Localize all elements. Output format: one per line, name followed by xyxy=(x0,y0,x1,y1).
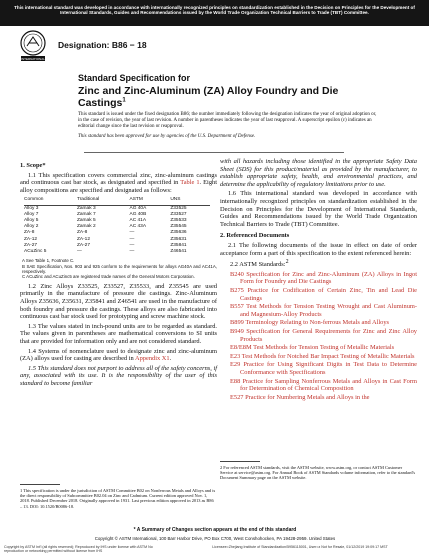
reference-item[interactable] xyxy=(230,344,417,352)
table-cell: Alloy 5 xyxy=(24,217,39,223)
reference-title[interactable]: Terminology Relating to Non-ferrous Metals and Alloys xyxy=(245,319,390,327)
standard-note-2: This standard has been approved for use by agencies of the U.S. Department of Defense. xyxy=(78,133,256,139)
table-cell: AC 43A xyxy=(129,224,147,230)
col-uns: UNS xyxy=(170,197,210,205)
table-cell: — xyxy=(129,236,135,242)
reference-title[interactable]: Practice for Codification of Certain Zinc, Tin and Lead Die Castings xyxy=(240,287,417,302)
table-cell: — xyxy=(129,249,135,254)
reference-item[interactable] xyxy=(230,271,417,286)
table-cell: Alloy 3 xyxy=(24,205,39,211)
reference-title[interactable]: Test Methods for Tension Testing Wrought and Cast Aluminum- and Magnesium-Alloy Products xyxy=(240,303,417,318)
table-cell: Zamak 5 xyxy=(76,217,96,223)
reference-code[interactable]: B275 xyxy=(230,287,244,295)
table-cell: Z46541 xyxy=(170,249,187,254)
table-cell: Zamak 7 xyxy=(76,211,96,217)
para-2-1: 2.1 The following documents of the issue in effect on date of order acceptance form a part of this specification to the extent referenced herein: xyxy=(220,241,417,257)
reference-title[interactable]: Practice for Numbering Metals and Alloys in the xyxy=(245,393,370,401)
reference-item[interactable] xyxy=(230,328,417,343)
table-cell: Z35533 xyxy=(170,217,187,223)
para-1-5-cont: with all hazards including those identified in the appropriate Safety Data Sheet (SDS) for this product/material as provided by the manufacturer, to establish appropriate safety, health, and environmental practices, and determine the applicability of regulatory limitations prior to use. xyxy=(220,158,417,188)
astm-standards-subheading-text: 2.2 ASTM Standards: xyxy=(230,261,286,269)
table-cell: — xyxy=(76,249,82,254)
reference-item[interactable] xyxy=(230,378,417,393)
document-title xyxy=(78,73,378,109)
title-line-3 xyxy=(78,97,378,109)
reference-title[interactable]: Test Methods for Tension Testing of Metallic Materials xyxy=(253,344,395,352)
title-line-1: Standard Specification for xyxy=(78,73,191,83)
license-right: Licensee=Zhejiang Institute of Standardization/5956115001, User=z Not for Resale, 01/12/2019 19:09:17 MST xyxy=(212,545,388,549)
table-cell: Z33527 xyxy=(170,211,187,217)
reference-title[interactable]: Specification for General Requirements for Zinc and Zinc Alloy Products xyxy=(240,328,417,343)
para-1-4 xyxy=(20,348,217,363)
para-1-4-a: 1.4 Systems of nomenclature used to designate zinc and zinc-aluminum (ZA) alloys used for casting are described in xyxy=(20,347,217,363)
para-1-5: 1.5 This standard does not purport to address all of the safety concerns, if any, associated with its use. It is the responsibility of the user of this standard to become familiar xyxy=(20,364,217,387)
reference-code[interactable]: E527 xyxy=(230,393,244,401)
reference-title[interactable]: Practice for Sampling Nonferrous Metals and Alloys in Cast Form for Determination of Chemical Composition xyxy=(240,377,417,393)
para-1-1 xyxy=(20,172,217,195)
reference-item[interactable] xyxy=(230,303,417,318)
table-cell: Zamak 3 xyxy=(76,205,96,211)
table-cell: ZA-12 xyxy=(76,236,91,242)
table-cell: Z35545 xyxy=(170,224,187,230)
reference-code[interactable]: B899 xyxy=(230,319,244,327)
para-1-6: 1.6 This international standard was developed in accordance with internationally recognized principles on standardization established in the Decision on Principles for the Development of International Standards, Guides and Recommendations issued by the World Trade Organization Technical Barriers to Trade (TBT) Committee. xyxy=(220,190,417,228)
table-cell: Z35636 xyxy=(170,230,187,236)
astm-logo-icon xyxy=(18,30,48,62)
appendix-x1-link[interactable]: Appendix X1 xyxy=(135,355,170,363)
table-note: B SAE Specification, Nos. 903 and 925 conform to the requirements for alloys AG40A and AC41A, respectively. xyxy=(22,263,217,275)
table-cell: Alloy 7 xyxy=(24,211,39,217)
reference-item[interactable] xyxy=(230,319,417,327)
table-cell: ACuZinc 5 xyxy=(24,249,47,254)
reference-title[interactable]: Practice for Using Significant Digits in Test Data to Determine Conformance with Specifications xyxy=(240,361,417,376)
referenced-documents-heading: 2. Referenced Documents xyxy=(220,232,290,240)
table-notes xyxy=(22,258,217,280)
footnote-1: 1 This specification is under the jurisdiction of ASTM Committee B02 on Nonferrous Metals and Alloys and is the direct responsibility of Subcommittee B02.04 on Zinc and Cadmium. Current edition approved Nov. 1, 2018. Published December 2018. Originally approved in 1931. Last previous edition approved in 2013 as B86 – 13. DOI: 10.1520/B0086-18. xyxy=(20,488,216,509)
para-1-2: 1.2 Zinc Alloys Z33525, Z33527, Z35533, and Z35545 are used primarily in the manufacture of pressure die castings. Zinc-Aluminum Alloys Z35636, Z35631, Z35841 and Z46541 are used in the manufacture of both foundry and pressure die castings. These alloys are also fabricated into continuous cast bar stock used for prototyping and screw machine stock. xyxy=(20,282,217,321)
left-column xyxy=(20,158,217,390)
header-divider xyxy=(84,152,344,153)
footnote-2: 2 For referenced ASTM standards, visit the ASTM website, www.astm.org, or contact ASTM Customer Service at service@astm.org. For Annual Book of ASTM Standards volume information, refer to the standard's Document Summary page on the ASTM website. xyxy=(220,465,416,481)
table-cell: ZA-27 xyxy=(76,242,91,248)
table-1-link[interactable]: Table 1 xyxy=(180,179,200,187)
table-cell: Zamak 2 xyxy=(76,224,96,230)
table-cell: AG 40A xyxy=(129,205,147,211)
alloy-table xyxy=(24,197,210,255)
table-note: A See Table 1, Footnote C. xyxy=(22,258,75,264)
table-row xyxy=(24,249,210,255)
table-cell: Z35631 xyxy=(170,236,187,242)
table-cell: ZA-8 xyxy=(76,230,88,236)
banner-text: This international standard was developed in accordance with internationally recognized principles on standardization established in the Decision on Principles for the Development of International Standards, Guides and Recommendations issued by the World Trade Organization Technical Barriers to Trade (TBT) Committee. xyxy=(14,5,415,16)
svg-text:INTERNATIONAL: INTERNATIONAL xyxy=(21,57,45,61)
table-row xyxy=(24,205,210,212)
scope-heading: 1. Scope* xyxy=(20,162,46,169)
col-common: Common xyxy=(24,197,77,205)
standard-note-1: This standard is issued under the fixed designation B86; the number immediately following the designation indicates the year of original adoption or, in the case of revision, the year of last revision. A number in parentheses indicates the year of last reapproval. A superscript epsilon (ε) indicates an editorial change since the last revision or reapproval. xyxy=(78,112,377,130)
license-left: Copyright by ASTM Int'l (all rights reserved); Reproduced by IHS under license with ASTM No reproduction or networking permitted without license from IHS xyxy=(4,545,153,554)
reference-item[interactable] xyxy=(230,394,417,402)
table-cell: — xyxy=(129,230,135,236)
col-astm: ASTM xyxy=(130,197,171,205)
top-banner xyxy=(0,0,429,26)
para-1-1-a: 1.1 This specification covers commercial zinc, zinc-aluminum castings and continuous cast bar stock, as designated and specified in xyxy=(20,171,217,187)
col-traditional: Traditional xyxy=(77,197,130,205)
title-line-2: Zinc and Zinc-Aluminum (ZA) Alloy Foundry and Die xyxy=(78,85,339,97)
reference-title[interactable]: Specification for Zinc and Zinc-Aluminum (ZA) Alloys in Ingot Form for Foundry and Die Castings xyxy=(240,270,417,286)
para-1-1-b: . Eight alloy compositions are specified and designated as follows: xyxy=(20,179,217,194)
reference-item[interactable] xyxy=(230,287,417,302)
table-note: C ACuZinc and ACuZinc5 are registered trade names of the General Motors Corporation. xyxy=(22,274,195,280)
astm-logo xyxy=(18,30,48,62)
alloy-table-header-row xyxy=(24,197,210,205)
table-cell: ZA-27 xyxy=(24,242,38,248)
right-column xyxy=(220,158,417,402)
footnote-divider-right xyxy=(220,461,260,462)
table-cell: AG 40B xyxy=(129,211,147,217)
copyright-line: Copyright © ASTM International, 100 Barr Harbor Drive, PO Box C700, West Conshohocken, PA 19428-2959. United States xyxy=(94,536,336,541)
title-line-3-text: Castings xyxy=(78,97,123,109)
table-cell: Z35841 xyxy=(170,242,187,248)
reference-code[interactable]: E29 xyxy=(230,361,241,369)
reference-code[interactable]: B949 xyxy=(230,328,244,335)
footnote-divider-left xyxy=(20,484,60,485)
designation: Designation: B86 − 18 xyxy=(58,40,147,50)
reference-code[interactable]: B557 xyxy=(230,303,244,311)
para-1-3: 1.3 The values stated in inch-pound units are to be regarded as standard. The values given in parentheses are mathematical conversions to SI units that are provided for information only and are not considered standard. xyxy=(20,322,217,345)
para-1-4-b: . xyxy=(169,355,172,363)
reference-code[interactable]: E8/E8M xyxy=(230,344,252,352)
reference-item[interactable] xyxy=(230,361,417,376)
summary-of-changes-note: * A Summary of Changes section appears at the end of this standard xyxy=(133,527,297,533)
table-cell: Z33525 xyxy=(170,205,187,211)
standard-notes xyxy=(78,112,378,140)
astm-standards-subheading xyxy=(230,259,417,269)
reference-code[interactable]: B240 xyxy=(230,270,244,278)
reference-title[interactable]: Test Methods for Notched Bar Impact Testing of Metallic Materials xyxy=(241,352,415,360)
table-cell: AC 41A xyxy=(129,217,147,223)
reference-code[interactable]: E88 xyxy=(230,377,241,385)
table-cell: — xyxy=(129,242,135,248)
table-cell: ZA-8 xyxy=(24,230,35,236)
table-cell: ZA-12 xyxy=(24,236,38,242)
title-footnote-marker: 1 xyxy=(122,97,126,104)
table-cell: Alloy 2 xyxy=(24,224,39,230)
astm-standards-footnote-marker: 2 xyxy=(285,259,289,266)
reference-code[interactable]: E23 xyxy=(230,352,241,360)
reference-item[interactable] xyxy=(230,353,417,361)
